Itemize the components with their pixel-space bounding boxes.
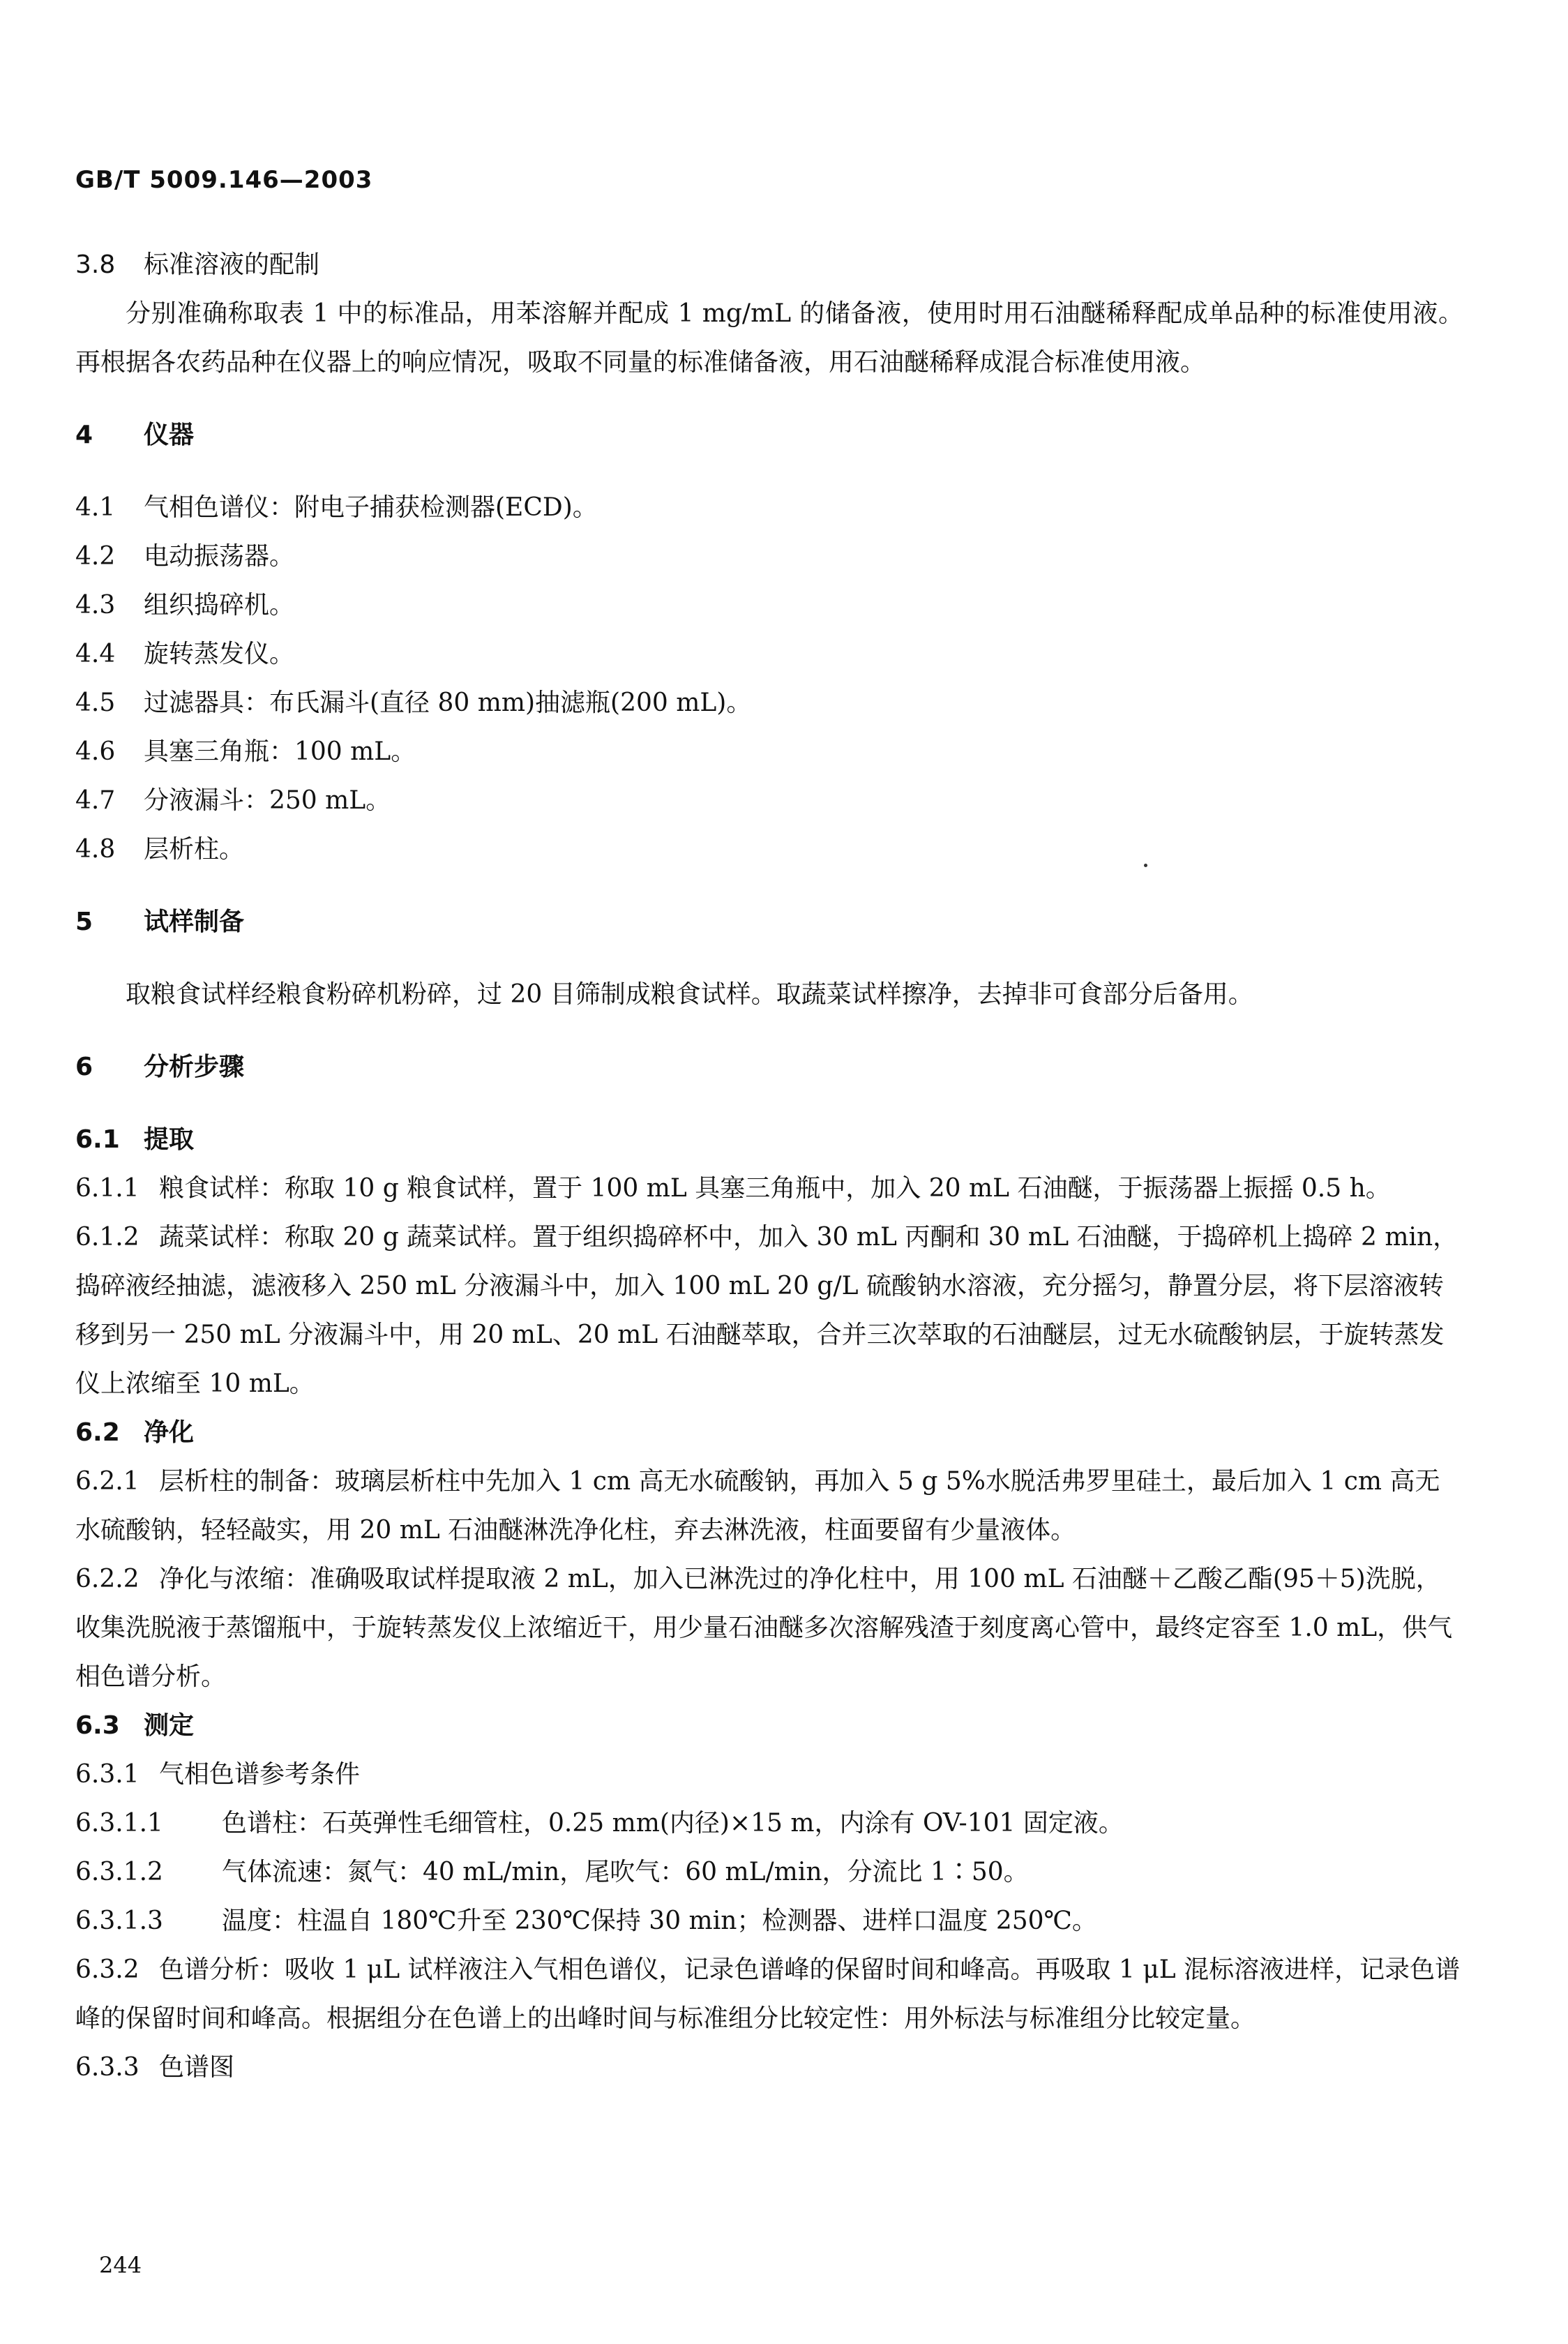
section-4-heading (75, 411, 1463, 460)
section-6-2-1 (75, 1457, 1463, 1555)
clause-text: 粮食试样：称取 10 g 粮食试样，置于 100 mL 具塞三角瓶中，加入 20 mL 石油醚，于振荡器上振摇 0.5 h。 (159, 1174, 1391, 1203)
clause-number: 6.3.1.1 (75, 1809, 163, 1838)
section-title: 试样制备 (144, 908, 245, 936)
scan-speck (1144, 864, 1147, 867)
clause-text: 层析柱的制备：玻璃层析柱中先加入 1 cm 高无水硫酸钠，再加入 5 g 5%水脱活弗罗里硅土，最后加入 1 cm 高无水硫酸钠，轻轻敲实，用 20 mL 石油醚淋洗净化柱，弃去淋洗液，柱面要留有少量液体。 (75, 1467, 1440, 1545)
section-number: 5 (75, 908, 93, 936)
clause-number: 6.3.1.3 (75, 1907, 163, 1935)
section-6-1-1 (75, 1164, 1463, 1213)
section-number: 3.8 (75, 250, 116, 279)
clause-number: 6.1.2 (75, 1223, 140, 1252)
section-6-2-2 (75, 1555, 1463, 1701)
item-number: 4.6 (75, 737, 116, 766)
item-text: 气相色谱仪：附电子捕获检测器(ECD)。 (144, 493, 598, 522)
item-number: 4.8 (75, 835, 116, 864)
section-title: 测定 (144, 1711, 195, 1740)
document-body (75, 241, 1463, 2092)
clause-text: 净化与浓缩：准确吸取试样提取液 2 mL，加入已淋洗过的净化柱中，用 100 mL 石油醚＋乙酸乙酯(95＋5)洗脱，收集洗脱液于蒸馏瓶中，于旋转蒸发仪上浓缩近干，用少量石油醚多次溶解残渣于刻度离心管中，最终定容至 1.0 mL，供气相色谱分析。 (75, 1565, 1453, 1691)
clause-number: 6.3.2 (75, 1955, 140, 1984)
item-number: 4.2 (75, 542, 116, 571)
list-item (75, 776, 1463, 825)
clause-text: 色谱分析：吸收 1 μL 试样液注入气相色谱仪，记录色谱峰的保留时间和峰高。再吸取 1 μL 混标溶液进样，记录色谱峰的保留时间和峰高。根据组分在色谱上的出峰时间与标准组分比较定性：用外标法与标准组分比较定量。 (75, 1955, 1461, 2033)
list-item (75, 630, 1463, 679)
section-6-3-3 (75, 2043, 1463, 2092)
clause-number: 6.2.1 (75, 1467, 140, 1496)
list-item (75, 728, 1463, 776)
item-text: 过滤器具：布氏漏斗(直径 80 mm)抽滤瓶(200 mL)。 (144, 689, 752, 717)
section-number: 4 (75, 421, 93, 449)
item-text: 电动振荡器。 (144, 542, 295, 571)
section-title: 提取 (144, 1125, 195, 1154)
section-3-8-heading (75, 241, 1463, 290)
list-item (75, 483, 1463, 532)
item-text: 组织捣碎机。 (144, 591, 295, 619)
clause-number: 6.1.1 (75, 1174, 140, 1203)
page-number: 244 (99, 2252, 142, 2278)
section-6-2-heading (75, 1408, 1463, 1457)
section-6-3-1-3 (75, 1897, 1463, 1946)
clause-text: 温度：柱温自 180℃升至 230℃保持 30 min；检测器、进样口温度 250℃。 (222, 1907, 1097, 1935)
section-6-3-1 (75, 1750, 1463, 1799)
section-6-3-1-1 (75, 1799, 1463, 1848)
item-number: 4.4 (75, 640, 116, 668)
clause-number: 6.3.1.2 (75, 1858, 163, 1886)
item-number: 4.1 (75, 493, 116, 522)
instrument-list (75, 483, 1463, 874)
item-text: 旋转蒸发仪。 (144, 640, 295, 668)
section-6-3-1-2 (75, 1848, 1463, 1897)
section-number: 6 (75, 1053, 93, 1081)
clause-number: 6.3.3 (75, 2053, 140, 2082)
clause-text: 蔬菜试样：称取 20 g 蔬菜试样。置于组织捣碎杯中，加入 30 mL 丙酮和 30 mL 石油醚，于捣碎机上捣碎 2 min，捣碎液经抽滤，滤液移入 250 mL 分液漏斗中，加入 100 mL 20 g/L 硫酸钠水溶液，充分摇匀，静置分层，将下层溶液转移到另一 250 mL 分液漏斗中，用 20 mL、20 mL 石油醚萃取，合并三次萃取的石油醚层，过无水硫酸钠层，于旋转蒸发仪上浓缩至 10 mL。 (75, 1223, 1458, 1398)
section-number: 6.3 (75, 1711, 120, 1740)
list-item (75, 825, 1463, 874)
section-title: 仪器 (144, 421, 195, 449)
clause-text: 色谱图 (159, 2053, 235, 2082)
item-number: 4.5 (75, 689, 116, 717)
clause-number: 6.3.1 (75, 1760, 140, 1789)
section-6-3-heading (75, 1701, 1463, 1750)
clause-number: 6.2.2 (75, 1565, 140, 1593)
standard-code: GB/T 5009.146—2003 (75, 166, 373, 194)
section-5-heading (75, 898, 1463, 947)
section-6-1-heading (75, 1115, 1463, 1164)
section-title: 标准溶液的配制 (144, 250, 320, 279)
section-6-1-2 (75, 1213, 1463, 1408)
list-item (75, 679, 1463, 728)
section-title: 净化 (144, 1418, 195, 1447)
section-6-heading (75, 1043, 1463, 1092)
clause-text: 气体流速：氮气：40 mL/min，尾吹气：60 mL/min，分流比 1∶50。 (222, 1858, 1029, 1886)
list-item (75, 532, 1463, 581)
clause-text: 色谱柱：石英弹性毛细管柱，0.25 mm(内径)×15 m，内涂有 OV-101 固定液。 (222, 1809, 1124, 1838)
item-number: 4.3 (75, 591, 116, 619)
section-3-8-paragraph: 分别准确称取表 1 中的标准品，用苯溶解并配成 1 mg/mL 的储备液，使用时用石油醚稀释配成单品种的标准使用液。再根据各农药品种在仪器上的响应情况，吸取不同量的标准储备液，用石油醚稀释成混合标准使用液。 (75, 299, 1463, 377)
item-text: 具塞三角瓶：100 mL。 (144, 737, 416, 766)
item-text: 层析柱。 (144, 835, 245, 864)
section-6-3-2 (75, 1946, 1463, 2043)
section-number: 6.2 (75, 1418, 120, 1447)
section-5-paragraph: 取粮食试样经粮食粉碎机粉碎，过 20 目筛制成粮食试样。取蔬菜试样擦净，去掉非可食部分后备用。 (126, 980, 1253, 1009)
clause-text: 气相色谱参考条件 (159, 1760, 361, 1789)
item-text: 分液漏斗：250 mL。 (144, 786, 391, 815)
section-number: 6.1 (75, 1125, 120, 1154)
section-title: 分析步骤 (144, 1053, 245, 1081)
list-item (75, 581, 1463, 630)
item-number: 4.7 (75, 786, 116, 815)
